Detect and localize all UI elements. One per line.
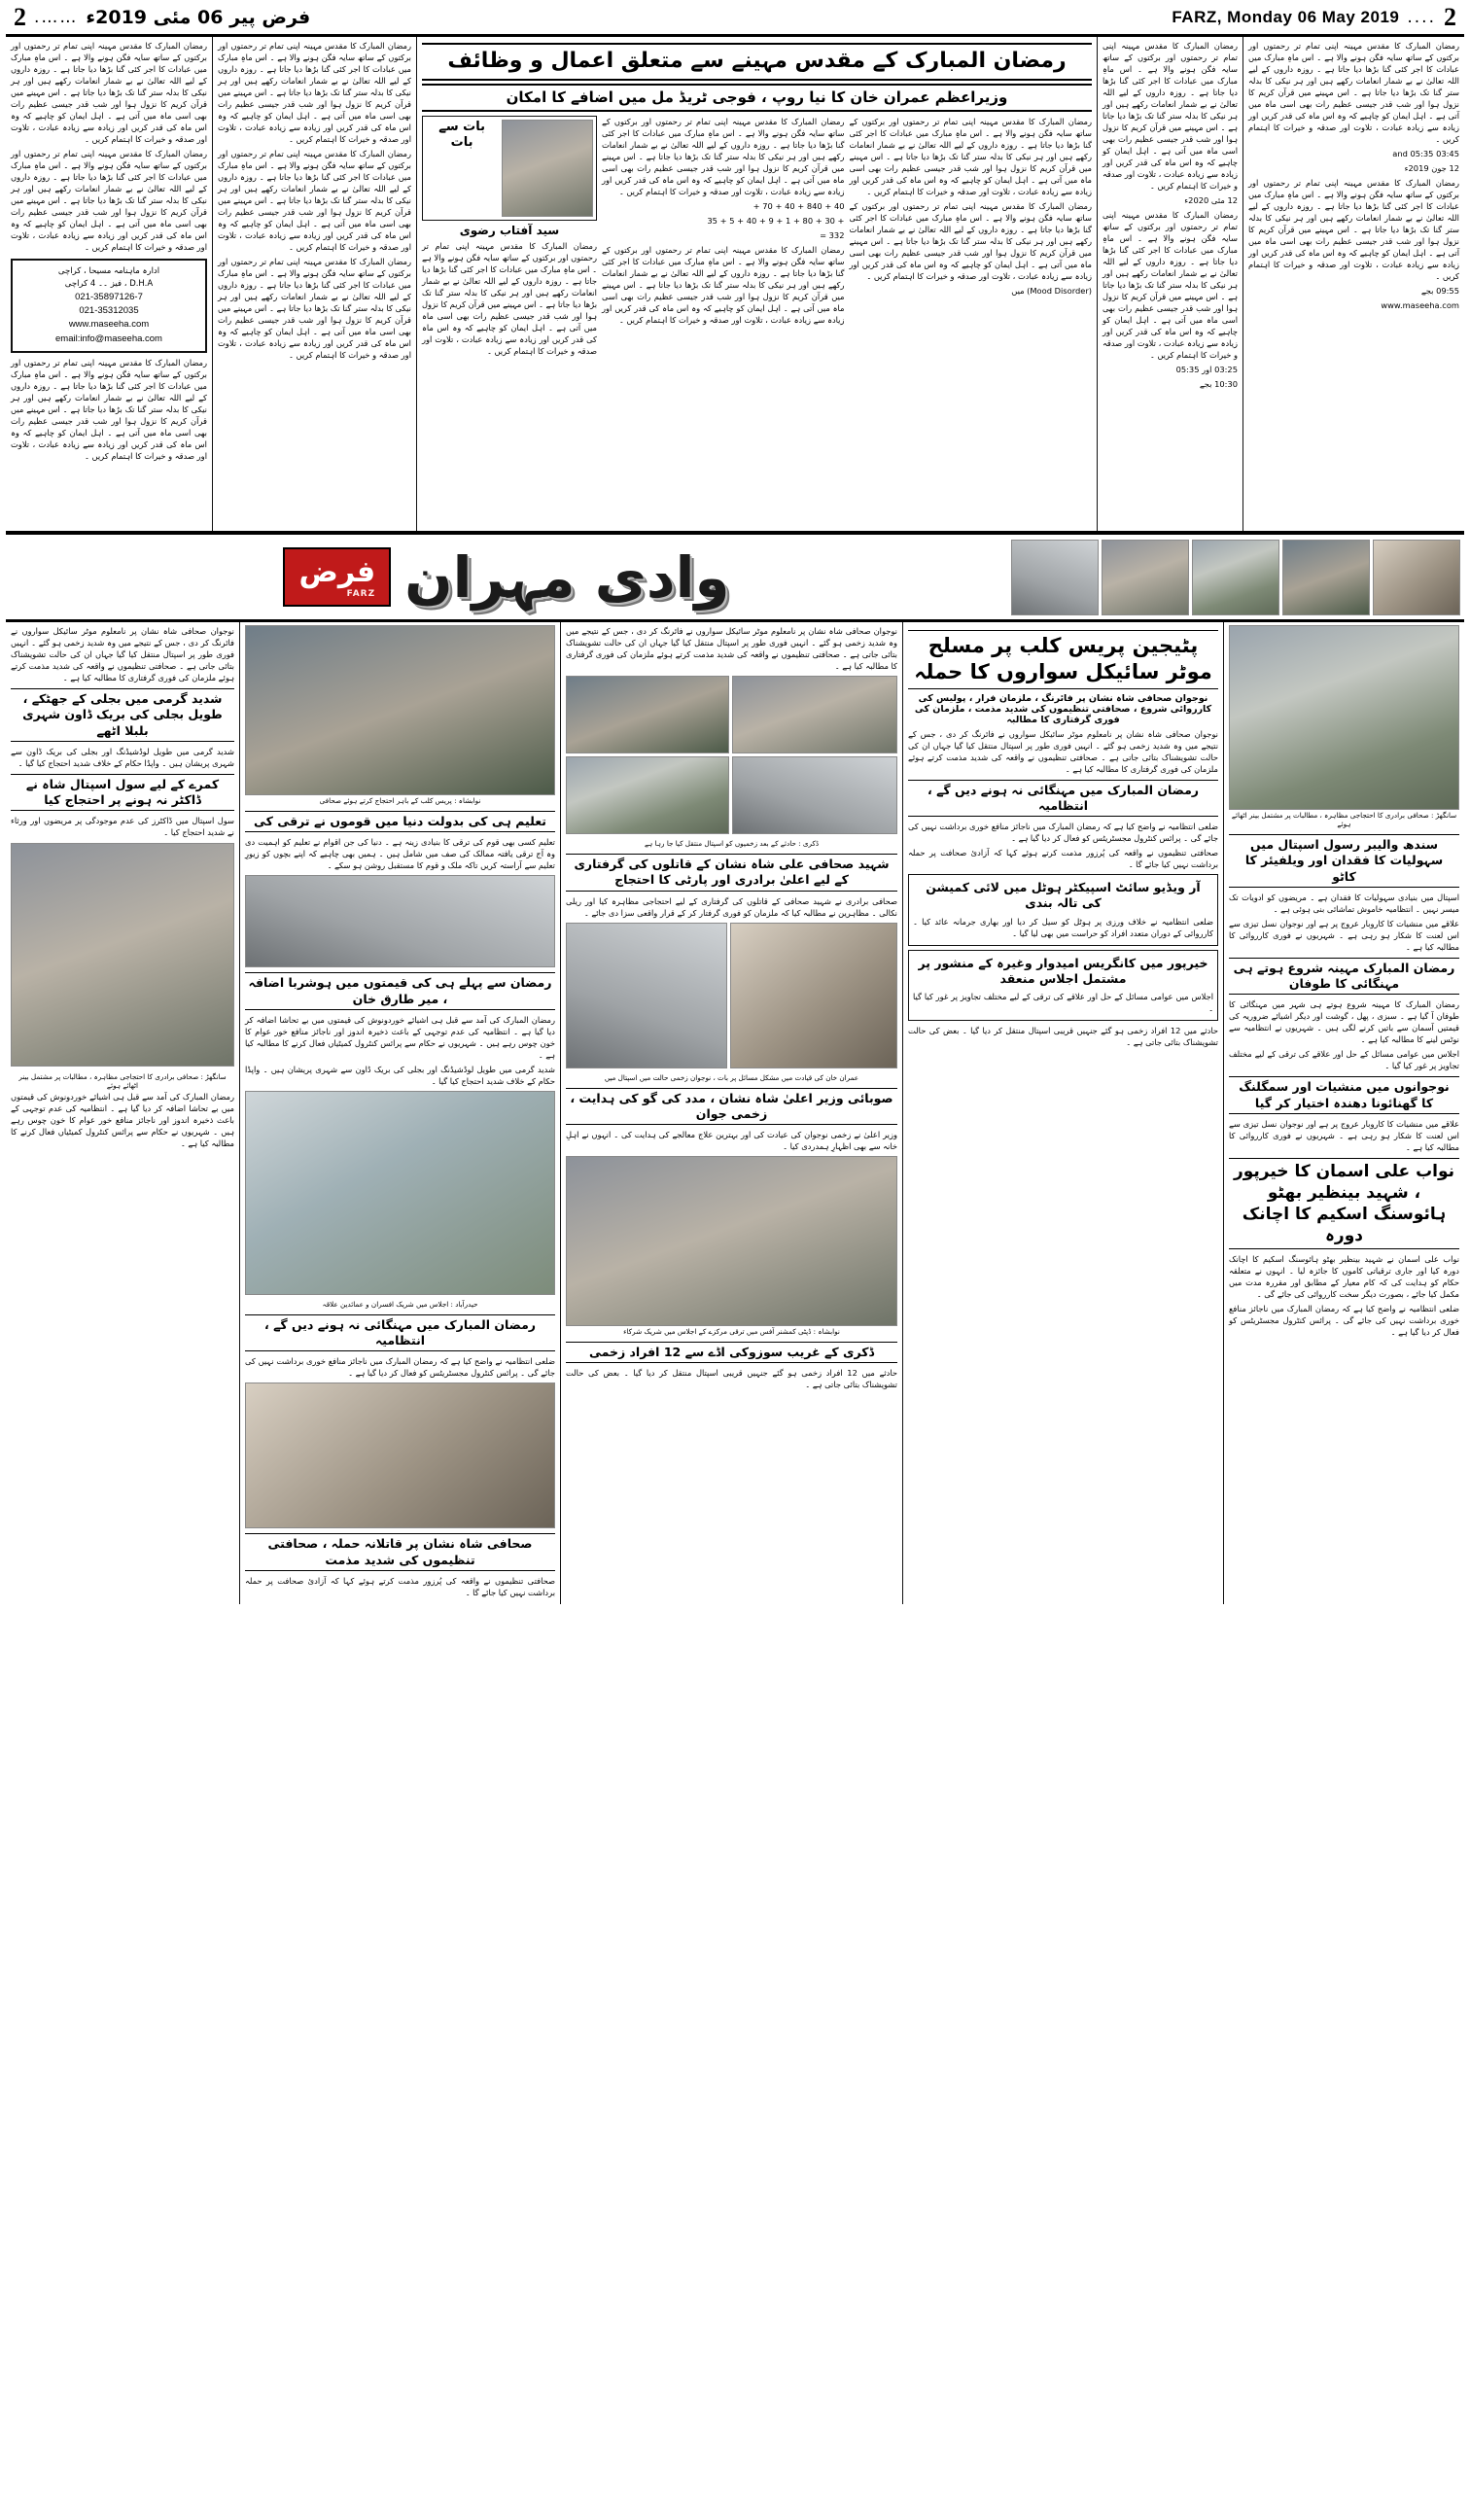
- body-ramadan-admin-p: ضلعی انتظامیہ نے واضح کیا ہے کہ رمضان المبارک میں ناجائز منافع خوری برداشت نہیں کی جائے گی ۔ پرائس کنٹرول مجسٹریٹس کو فعال کر دیا گیا ہے ۔: [245, 1356, 555, 1379]
- mid-center-p3: + 30 + 80 + 1 + 9 + 40 + 5 + 35: [707, 216, 845, 227]
- contact-website[interactable]: www.maseeha.com: [68, 319, 150, 331]
- main-body-p1: نوجوان صحافی شاہ نشان پر نامعلوم موٹر سائیکل سواروں نے فائرنگ کر دی ، جس کے نتیجے میں وہ شدید زخمی ہو گئے ۔ انہیں فوری طور پر اسپتال منتقل کیا گیا جہاں ان کی حالت تشویشناک بتائی جاتی ہے ۔ صحافتی تنظیموں نے واقعہ کی شدید مذمت کرتے ہوئے ملزمان کی فوری گرفتاری کا مطالبہ کیا ہے ۔: [908, 728, 1218, 774]
- col2-filler: [908, 1025, 1218, 1048]
- photo-street-scene: [245, 625, 555, 795]
- column-label: بات سے بات: [438, 120, 485, 151]
- photo-grid-incident: [566, 676, 897, 834]
- author-portrait: [502, 120, 593, 217]
- photo-injured-1: [730, 923, 897, 1068]
- body-hospital-facilities-p: اسپتال میں بنیادی سہولیات کا فقدان ہے ۔ مریضوں کو ادویات تک میسر نہیں ۔ انتظامیہ خاموش تماشائی بنی ہوئی ہے ۔: [1229, 892, 1459, 914]
- body-hospital-facilities: [1229, 892, 1459, 953]
- caption-street-scene: نوابشاہ : پریس کلب کے باہر احتجاج کرتے ہوئے صحافی: [319, 796, 481, 805]
- contact-address: ادارہ ماہنامہ مسیحا ، کراچی: [57, 266, 160, 277]
- farz-logo-badge: [283, 547, 391, 607]
- head-nawab-visit: نواب علی اسمان کا خیرپور ، شہید بینظیر بھٹو ہائوسنگ اسکیم کا اچانک دورہ: [1229, 1158, 1459, 1249]
- top-col2-time-b: 10:30 بجے: [1199, 379, 1238, 390]
- body-blackout: [11, 746, 234, 769]
- body-dakri-accident: [566, 1367, 897, 1390]
- wadi-mehran-banner: [6, 533, 1464, 622]
- photo-incident-2: [566, 676, 729, 753]
- head-journalist-protest: شہید صحافی علی شاہ نشان کے قاتلوں کی گرفتاری کے لیے اعلیٰ برادری اور پارٹی کا احتجاج: [566, 854, 897, 892]
- top-column-1: [1242, 37, 1464, 531]
- box-khairpur-meeting: [908, 950, 1218, 1022]
- body-price-hike-p2: شدید گرمی میں طویل لوڈشیڈنگ اور بجلی کی بریک ڈاون سے شہری پریشان ہیں ۔ واپڈا حکام کے خلاف شدید احتجاج کیا گیا ۔: [245, 1064, 555, 1086]
- body-khairpur-meeting-p: اجلاس میں عوامی مسائل کے حل اور علاقے کی ترقی کے لیے مختلف تجاویز پر غور کیا گیا ۔: [913, 992, 1213, 1014]
- top-column-5: [6, 37, 212, 531]
- mid-center-p5: رمضان المبارک کا مقدس مہینہ اپنی تمام تر رحمتوں اور برکتوں کے ساتھ سایہ فگن ہونے والا ہے ۔ اس ماہِ مبارک میں عبادات کا اجر کئی گنا بڑھا دیا جاتا ہے ۔ روزہ داروں کے لیے اللہ تعالیٰ نے بے شمار انعامات رکھے ہیں اور ہر نیکی کا بدلہ ستر گنا تک بڑھا دیا جاتا ہے ۔ اس مہینے میں قرآن کریم کا نزول ہوا اور شب قدر جیسی عظیم رات بھی اسی ماہ میں آتی ہے ۔ اہل ایمان کو چاہیے کہ وہ اس ماہ کی قدر کریں اور زیادہ سے زیادہ عبادت ، تلاوت اور صدقہ و خیرات کا اہتمام کریں ۔: [602, 245, 845, 326]
- body-nawab-visit: [1229, 1253, 1459, 1338]
- banner-thumb-3: [1192, 540, 1279, 615]
- body-cm-visit-p: وزیر اعلیٰ نے زخمی نوجوان کی عیادت کی اور بہترین علاج معالجے کی ہدایت کی ۔ انہوں نے اہلِ خانہ سے بھی اظہارِ ہمدردی کیا ۔: [566, 1130, 897, 1152]
- photo-conference-room: [245, 1091, 555, 1295]
- lower-column-4: [239, 622, 560, 1604]
- top-col4-p3: رمضان المبارک کا مقدس مہینہ اپنی تمام تر رحمتوں اور برکتوں کے ساتھ سایہ فگن ہونے والا ہے ۔ اس ماہِ مبارک میں عبادات کا اجر کئی گنا بڑھا دیا جاتا ہے ۔ روزہ داروں کے لیے اللہ تعالیٰ نے بے شمار انعامات رکھے ہیں اور ہر نیکی کا بدلہ ستر گنا تک بڑھا دیا جاتا ہے ۔ اس مہینے میں قرآن کریم کا نزول ہوا اور شب قدر جیسی عظیم رات بھی اسی ماہ میں آتی ہے ۔ اہل ایمان کو چاہیے کہ وہ اس ماہ کی قدر کریں اور زیادہ سے زیادہ عبادت ، تلاوت اور صدقہ و خیرات کا اہتمام کریں ۔: [218, 257, 411, 361]
- head-cm-visit: صوبائی وزیر اعلیٰ شاہ نشان ، مدد کی گو کی ہدایت ، زخمی جوان: [566, 1088, 897, 1126]
- body-education: [245, 836, 555, 871]
- masthead-dots-right: …….: [34, 7, 79, 27]
- top-col1-web: www.maseeha.com: [1381, 300, 1459, 311]
- top-column-2: [1097, 37, 1242, 531]
- body-ramadan-inflation-p2: اجلاس میں عوامی مسائل کے حل اور علاقے کی ترقی کے لیے مختلف تجاویز پر غور کیا گیا ۔: [1229, 1049, 1459, 1071]
- body-hotel-sealed-p: ضلعی انتظامیہ نے خلاف ورزی پر ہوٹل کو سیل کر دیا اور بھاری جرمانہ عائد کیا ۔ کارروائی کے دوران متعدد افراد کو حراست میں بھی لیا گیا ۔: [913, 916, 1213, 938]
- top-col1-time-2: 09:55 بجے: [1420, 286, 1459, 297]
- photo-crowd-rally: [1229, 625, 1459, 810]
- mid-center-p1: رمضان المبارک کا مقدس مہینہ اپنی تمام تر رحمتوں اور برکتوں کے ساتھ سایہ فگن ہونے والا ہے ۔ اس ماہِ مبارک میں عبادات کا اجر کئی گنا بڑھا دیا جاتا ہے ۔ روزہ داروں کے لیے اللہ تعالیٰ نے بے شمار انعامات رکھے ہیں اور ہر نیکی کا بدلہ ستر گنا تک بڑھا دیا جاتا ہے ۔ اس مہینے میں قرآن کریم کا نزول ہوا اور شب قدر جیسی عظیم رات بھی اسی ماہ میں آتی ہے ۔ اہل ایمان کو چاہیے کہ وہ اس ماہ کی قدر کریں اور زیادہ سے زیادہ عبادت ، تلاوت اور صدقہ و خیرات کا اہتمام کریں ۔: [602, 117, 845, 197]
- lower-column-3: [560, 622, 902, 1604]
- banner-title-text: وادی مہران: [404, 543, 730, 611]
- masthead: [6, 4, 1464, 37]
- body-blackout-p: شدید گرمی میں طویل لوڈشیڈنگ اور بجلی کی بریک ڈاون سے شہری پریشان ہیں ۔ واپڈا حکام کے خلاف شدید احتجاج کیا گیا ۔: [11, 746, 234, 768]
- body-price-control-p2: صحافتی تنظیموں نے واقعہ کی پُرزور مذمت کرتے ہوئے کہا کہ آزادیٔ صحافت پر حملہ برداشت نہیں کیا جائے گا ۔: [908, 848, 1218, 870]
- body-nawab-visit-p2: ضلعی انتظامیہ نے واضح کیا ہے کہ رمضان المبارک میں ناجائز منافع خوری برداشت نہیں کی جائے گی ۔ پرائس کنٹرول مجسٹریٹس کو فعال کر دیا گیا ہے ۔: [1229, 1304, 1459, 1338]
- contact-email[interactable]: email:info@maseeha.com: [55, 332, 162, 344]
- col3-lede-p: نوجوان صحافی شاہ نشان پر نامعلوم موٹر سائیکل سواروں نے فائرنگ کر دی ، جس کے نتیجے میں وہ شدید زخمی ہو گئے ۔ انہیں فوری طور پر اسپتال منتقل کیا گیا جہاں ان کی حالت تشویشناک بتائی جاتی ہے ۔ صحافتی تنظیموں نے واقعہ کی شدید مذمت کرتے ہوئے ملزمان کی فوری گرفتاری کا مطالبہ کیا ہے ۔: [566, 626, 897, 672]
- body-nawab-visit-p: نواب علی اسمان نے شہید بینظیر بھٹو ہائوسنگ اسکیم کا اچانک دورہ کیا اور جاری ترقیاتی کاموں کا جائزہ لیا ۔ انہوں نے متعلقہ حکام کو ہدایت کی کہ کام معیار کے مطابق اور مقررہ مدت میں مکمل کیا جائے ، بصورت دیگر سخت کارروائی کی جائے گی ۔: [1229, 1254, 1459, 1300]
- contact-phone-2[interactable]: 021-35312035: [79, 305, 139, 317]
- body-hospital-protest: [11, 815, 234, 838]
- main-headline: پٹیجین پریس کلب پر مسلح موٹر سائیکل سواروں کا حملہ: [908, 630, 1218, 689]
- photo-office-meeting: [566, 1156, 897, 1326]
- banner-thumb-1: [1373, 540, 1460, 615]
- banner-thumb-4: [1102, 540, 1189, 615]
- top-col1-text-b: رمضان المبارک کا مقدس مہینہ اپنی تمام تر رحمتوں اور برکتوں کے ساتھ سایہ فگن ہونے والا ہے ۔ اس ماہِ مبارک میں عبادات کا اجر کئی گنا بڑھا دیا جاتا ہے ۔ روزہ داروں کے لیے اللہ تعالیٰ نے بے شمار انعامات رکھے ہیں اور ہر نیکی کا بدلہ ستر گنا تک بڑھا دیا جاتا ہے ۔ اس مہینے میں قرآن کریم کا نزول ہوا اور شب قدر جیسی عظیم رات بھی اسی ماہ میں آتی ہے ۔ اہل ایمان کو چاہیے کہ وہ اس ماہ کی قدر کریں اور زیادہ سے زیادہ عبادت ، تلاوت اور صدقہ و خیرات کا اہتمام کریں ۔: [1248, 178, 1459, 282]
- mid-text-left: [850, 116, 1093, 360]
- body-hospital-protest-p: سول اسپتال میں ڈاکٹرز کی عدم موجودگی پر مریضوں اور ورثاء نے شدید احتجاج کیا ۔: [11, 816, 234, 838]
- col3-lede: [566, 625, 897, 672]
- masthead-english-title: FARZ, Monday 06 May 2019: [1172, 7, 1400, 26]
- top-col2-date: 12 مئی 2020ء: [1184, 195, 1238, 206]
- caption-incident: ڈکری : حادثے کے بعد زخمیوں کو اسپتال منتقل کیا جا رہا ہے: [644, 839, 820, 849]
- head-blackout: شدید گرمی میں بجلی کے جھٹکے ، طویل بجلی کی بریک ڈاون شہری بلبلا اٹھے: [11, 688, 234, 742]
- body-ramadan-inflation-p: رمضان المبارک کا مہینہ شروع ہوتے ہی شہر میں مہنگائی کا طوفان آ گیا ہے ۔ سبزی ، پھل ، گوشت اور دیگر اشیائے ضروریہ کی قیمتیں آسمان سے باتیں کرنے لگی ہیں ۔ شہریوں نے انتظامیہ سے نوٹس لینے کا مطالبہ کیا ہے ۔: [1229, 999, 1459, 1045]
- masthead-left: [1172, 3, 1456, 32]
- banner-thumbnails: [1007, 536, 1464, 619]
- top-col4-p1: رمضان المبارک کا مقدس مہینہ اپنی تمام تر رحمتوں اور برکتوں کے ساتھ سایہ فگن ہونے والا ہے ۔ اس ماہِ مبارک میں عبادات کا اجر کئی گنا بڑھا دیا جاتا ہے ۔ روزہ داروں کے لیے اللہ تعالیٰ نے بے شمار انعامات رکھے ہیں اور ہر نیکی کا بدلہ ستر گنا تک بڑھا دیا جاتا ہے ۔ اس مہینے میں قرآن کریم کا نزول ہوا اور شب قدر جیسی عظیم رات بھی اسی ماہ میں آتی ہے ۔ اہل ایمان کو چاہیے کہ وہ اس ماہ کی قدر کریں اور زیادہ سے زیادہ عبادت ، تلاوت اور صدقہ و خیرات کا اہتمام کریں ۔: [218, 41, 411, 145]
- top-col4-p2: رمضان المبارک کا مقدس مہینہ اپنی تمام تر رحمتوں اور برکتوں کے ساتھ سایہ فگن ہونے والا ہے ۔ اس ماہِ مبارک میں عبادات کا اجر کئی گنا بڑھا دیا جاتا ہے ۔ روزہ داروں کے لیے اللہ تعالیٰ نے بے شمار انعامات رکھے ہیں اور ہر نیکی کا بدلہ ستر گنا تک بڑھا دیا جاتا ہے ۔ اس مہینے میں قرآن کریم کا نزول ہوا اور شب قدر جیسی عظیم رات بھی اسی ماہ میں آتی ہے ۔ اہل ایمان کو چاہیے کہ وہ اس ماہ کی قدر کریں اور زیادہ سے زیادہ عبادت ، تلاوت اور صدقہ و خیرات کا اہتمام کریں ۔: [218, 149, 411, 253]
- body-hotel-sealed: [913, 916, 1213, 939]
- top-column-4: [212, 37, 416, 531]
- mid-left-p3: (Mood Disorder) میں: [1011, 286, 1092, 297]
- head-ramadan-inflation: رمضان المبارک مہینہ شروع ہوتے ہی مہنگائی کا طوفان: [1229, 958, 1459, 996]
- masthead-dots-left: ....: [1407, 7, 1436, 27]
- body-drugs-smuggling-p: علاقے میں منشیات کا کاروبار عروج پر ہے اور نوجوان نسل تیزی سے اس لعنت کا شکار ہو رہی ہے ۔ شہریوں نے فوری کارروائی کا مطالبہ کیا ہے ۔: [1229, 1118, 1459, 1152]
- caption-portrait-man: سانگھڑ : صحافی برادری کا احتجاجی مظاہرہ ، مطالبات پر مشتمل بینر اٹھائے ہوئے: [18, 1072, 227, 1091]
- caption-conference: حیدرآباد : اجلاس میں شریک افسران و عمائدین علاقہ: [322, 1299, 478, 1309]
- photo-group-meeting: [245, 1382, 555, 1528]
- farz-logo-subtext: FARZ: [346, 589, 376, 599]
- page-number-right: 2: [14, 2, 26, 31]
- head-price-hike: رمضان سے پہلے ہی کی قیمتوں میں ہوشربا اضافہ ، میر طارق خان: [245, 972, 555, 1010]
- body-education-p: تعلیم کسی بھی قوم کی ترقی کا بنیادی زینہ ہے ۔ دنیا کی جن اقوام نے تعلیم کو اہمیت دی وہ آج ترقی یافتہ ممالک کی صف میں شامل ہیں ۔ ہمیں بھی چاہیے کہ اپنے بچوں کو زیورِ تعلیم سے آراستہ کریں تاکہ ملک و قوم کا مستقبل روشن ہو سکے ۔: [245, 837, 555, 871]
- body-drugs-smuggling: [1229, 1118, 1459, 1153]
- top-col1-text-a: رمضان المبارک کا مقدس مہینہ اپنی تمام تر رحمتوں اور برکتوں کے ساتھ سایہ فگن ہونے والا ہے ۔ اس ماہِ مبارک میں عبادات کا اجر کئی گنا بڑھا دیا جاتا ہے ۔ روزہ داروں کے لیے اللہ تعالیٰ نے بے شمار انعامات رکھے ہیں اور ہر نیکی کا بدلہ ستر گنا تک بڑھا دیا جاتا ہے ۔ اس مہینے میں قرآن کریم کا نزول ہوا اور شب قدر جیسی عظیم رات بھی اسی ماہ میں آتی ہے ۔ اہل ایمان کو چاہیے کہ وہ اس ماہ کی قدر کریں اور زیادہ سے زیادہ عبادت ، تلاوت اور صدقہ و خیرات کا اہتمام کریں ۔: [1248, 41, 1459, 145]
- head-dakri-accident: ڈکری کے غریب سوزوکی اڈے سے 12 افراد زخمی: [566, 1342, 897, 1363]
- body-journalist-condemn: [245, 1575, 555, 1598]
- author-col-text: رمضان المبارک کا مقدس مہینہ اپنی تمام تر رحمتوں اور برکتوں کے ساتھ سایہ فگن ہونے والا ہے ۔ اس ماہِ مبارک میں عبادات کا اجر کئی گنا بڑھا دیا جاتا ہے ۔ روزہ داروں کے لیے اللہ تعالیٰ نے بے شمار انعامات رکھے ہیں اور ہر نیکی کا بدلہ ستر گنا تک بڑھا دیا جاتا ہے ۔ اس مہینے میں قرآن کریم کا نزول ہوا اور شب قدر جیسی عظیم رات بھی اسی ماہ میں آتی ہے ۔ اہل ایمان کو چاہیے کہ وہ اس ماہ کی قدر کریں اور زیادہ سے زیادہ عبادت ، تلاوت اور صدقہ و خیرات کا اہتمام کریں ۔: [422, 241, 597, 357]
- body-journalist-protest-p: صحافی برادری نے شہید صحافی کے قاتلوں کی گرفتاری کے لیے احتجاجی مظاہرہ کیا اور ریلی نکالی ۔ مظاہرین نے مطالبہ کیا کہ ملزمان کو فوری گرفتار کر کے قرار واقعی سزا دی جائے ۔: [566, 895, 897, 918]
- contact-address-2: D.H.A ، فیز ۔۔ 4 کراچی: [64, 279, 154, 290]
- caption-injured: عمران خان کی قیادت میں مشکل مسائل پر بات ، نوجوان زخمی حالت میں اسپتال میں: [604, 1072, 859, 1082]
- body-dakri-accident-p: حادثے میں 12 افراد زخمی ہو گئے جنہیں قریبی اسپتال منتقل کر دیا گیا ۔ بعض کی حالت تشویشناک بتائی جاتی ہے ۔: [566, 1368, 898, 1390]
- top-col5-p1: رمضان المبارک کا مقدس مہینہ اپنی تمام تر رحمتوں اور برکتوں کے ساتھ سایہ فگن ہونے والا ہے ۔ اس ماہِ مبارک میں عبادات کا اجر کئی گنا بڑھا دیا جاتا ہے ۔ روزہ داروں کے لیے اللہ تعالیٰ نے بے شمار انعامات رکھے ہیں اور ہر نیکی کا بدلہ ستر گنا تک بڑھا دیا جاتا ہے ۔ اس مہینے میں قرآن کریم کا نزول ہوا اور شب قدر جیسی عظیم رات بھی اسی ماہ میں آتی ہے ۔ اہل ایمان کو چاہیے کہ وہ اس ماہ کی قدر کریں اور زیادہ سے زیادہ عبادت ، تلاوت اور صدقہ و خیرات کا اہتمام کریں ۔: [11, 41, 207, 145]
- masthead-urdu-title: فرض پیر 06 مئی 2019ء: [86, 6, 311, 28]
- column-author: سید آفتاب رضوی: [459, 224, 560, 238]
- col5-bottom-text: [11, 1091, 234, 1149]
- contact-advert-box: [11, 259, 207, 353]
- photo-officials: [245, 875, 555, 967]
- col5-top-p: نوجوان صحافی شاہ نشان پر نامعلوم موٹر سائیکل سواروں نے فائرنگ کر دی ، جس کے نتیجے میں وہ شدید زخمی ہو گئے ۔ انہیں فوری طور پر اسپتال منتقل کیا گیا جہاں ان کی حالت تشویشناک بتائی جاتی ہے ۔ صحافتی تنظیموں نے واقعہ کی شدید مذمت کرتے ہوئے ملزمان کی فوری گرفتاری کا مطالبہ کیا ہے ۔: [11, 626, 234, 683]
- lower-column-2: [902, 622, 1223, 1604]
- col5-top-text: [11, 625, 234, 683]
- masthead-right: [14, 3, 310, 32]
- banner-thumb-2: [1282, 540, 1370, 615]
- body-price-control-p: ضلعی انتظامیہ نے واضح کیا ہے کہ رمضان المبارک میں ناجائز منافع خوری برداشت نہیں کی جائے گی ۔ پرائس کنٹرول مجسٹریٹس کو فعال کر دیا گیا ہے ۔: [908, 822, 1218, 844]
- top-column-middle: [416, 37, 1097, 531]
- head-hospital-protest: کمرے کے لیے سول اسپتال شاہ نے ڈاکٹر نہ ہونے پر احتجاج کیا: [11, 774, 234, 812]
- mid-center-p2: 40 + 840 + 40 + 70 +: [752, 201, 845, 212]
- lower-column-1: [1223, 622, 1464, 1604]
- farz-logo-text: فرض: [298, 555, 376, 589]
- body-ramadan-admin: [245, 1355, 555, 1379]
- photo-pair-hospital: [566, 923, 897, 1068]
- mid-left-p2: رمضان المبارک کا مقدس مہینہ اپنی تمام تر رحمتوں اور برکتوں کے ساتھ سایہ فگن ہونے والا ہے ۔ اس ماہِ مبارک میں عبادات کا اجر کئی گنا بڑھا دیا جاتا ہے ۔ روزہ داروں کے لیے اللہ تعالیٰ نے بے شمار انعامات رکھے ہیں اور ہر نیکی کا بدلہ ستر گنا تک بڑھا دیا جاتا ہے ۔ اس مہینے میں قرآن کریم کا نزول ہوا اور شب قدر جیسی عظیم رات بھی اسی ماہ میں آتی ہے ۔ اہل ایمان کو چاہیے کہ وہ اس ماہ کی قدر کریں اور زیادہ سے زیادہ عبادت ، تلاوت اور صدقہ و خیرات کا اہتمام کریں ۔: [849, 201, 1092, 282]
- head-hotel-sealed: آر ویڈیو سائٹ اسپیکٹر ہوٹل میں لائی کمیشن کی تالہ بندی: [926, 880, 1201, 911]
- main-subhead: نوجوان صحافی شاہ نشان پر فائرنگ ، ملزمان فرار ، پولیس کی کارروائی شروع ، صحافتی تنظیموں کی شدید مذمت ، ملزمان کی فوری گرفتاری کا مطالبہ: [914, 692, 1212, 725]
- banner-title-area: [6, 544, 1007, 611]
- head-journalist-condemn: صحافی شاہ نشان پر قاتلانہ حملہ ، صحافتی تنظیموں کی شدید مذمت: [245, 1533, 555, 1571]
- photo-incident-3: [732, 756, 897, 834]
- mid-text-center: [602, 116, 845, 360]
- photo-incident-4: [566, 756, 729, 834]
- top-col5-text: [11, 40, 207, 253]
- contact-phone-1[interactable]: 021-35897126-7: [75, 291, 143, 302]
- lower-section: [6, 622, 1464, 1604]
- top-col5-text-b: [11, 357, 207, 462]
- lower-column-5: [6, 622, 239, 1604]
- top-col1-time-1: 03:45 and 05:35: [1392, 149, 1459, 159]
- head-ramadan-price-control: رمضان المبارک میں مہنگائی نہ ہونے دیں گے ، انتظامیہ: [908, 780, 1218, 818]
- photo-portrait-man: [11, 843, 234, 1067]
- body-ramadan-inflation: [1229, 998, 1459, 1071]
- head-hospital-facilities: سندھ والیبر رسول اسپتال میں سہولیات کا فقدان اور ویلفیئر کا کاٹو: [1229, 834, 1459, 888]
- head-education: تعلیم ہی کی بدولت دنیا میں قوموں نے ترقی کی: [245, 811, 555, 832]
- top-section: [6, 37, 1464, 533]
- photo-injured-2: [566, 923, 727, 1068]
- body-hospital-facilities-p2: علاقے میں منشیات کا کاروبار عروج پر ہے اور نوجوان نسل تیزی سے اس لعنت کا شکار ہو رہی ہے ۔ شہریوں نے فوری کارروائی کا مطالبہ کیا ہے ۔: [1229, 918, 1459, 952]
- top-col5-p2: رمضان المبارک کا مقدس مہینہ اپنی تمام تر رحمتوں اور برکتوں کے ساتھ سایہ فگن ہونے والا ہے ۔ اس ماہِ مبارک میں عبادات کا اجر کئی گنا بڑھا دیا جاتا ہے ۔ روزہ داروں کے لیے اللہ تعالیٰ نے بے شمار انعامات رکھے ہیں اور ہر نیکی کا بدلہ ستر گنا تک بڑھا دیا جاتا ہے ۔ اس مہینے میں قرآن کریم کا نزول ہوا اور شب قدر جیسی عظیم رات بھی اسی ماہ میں آتی ہے ۔ اہل ایمان کو چاہیے کہ وہ اس ماہ کی قدر کریں اور زیادہ سے زیادہ عبادت ، تلاوت اور صدقہ و خیرات کا اہتمام کریں ۔: [11, 149, 207, 253]
- caption-office-meeting: نوابشاہ : ڈپٹی کمشنر آفس میں ترقی مرکزے کے اجلاس میں شریک شرکاء: [623, 1327, 840, 1337]
- photo-incident-1: [732, 676, 897, 753]
- body-journalist-protest: [566, 895, 897, 919]
- headline-imran-khan: وزیراعظم عمران خان کا نیا روپ ، فوجی ٹریڈ مل میں اضافے کا امکان: [422, 84, 1092, 113]
- caption-1: سانگھڑ : صحافی برادری کا احتجاجی مظاہرہ ، مطالبات پر مشتمل بینر اٹھائے ہوئے: [1231, 811, 1457, 828]
- body-khairpur-meeting: [913, 991, 1213, 1014]
- top-col5-p3: رمضان المبارک کا مقدس مہینہ اپنی تمام تر رحمتوں اور برکتوں کے ساتھ سایہ فگن ہونے والا ہے ۔ اس ماہِ مبارک میں عبادات کا اجر کئی گنا بڑھا دیا جاتا ہے ۔ روزہ داروں کے لیے اللہ تعالیٰ نے بے شمار انعامات رکھے ہیں اور ہر نیکی کا بدلہ ستر گنا تک بڑھا دیا جاتا ہے ۔ اس مہینے میں قرآن کریم کا نزول ہوا اور شب قدر جیسی عظیم رات بھی اسی ماہ میں آتی ہے ۔ اہل ایمان کو چاہیے کہ وہ اس ماہ کی قدر کریں اور زیادہ سے زیادہ عبادت ، تلاوت اور صدقہ و خیرات کا اہتمام کریں ۔: [11, 357, 207, 461]
- top-col2-text-b: رمضان المبارک کا مقدس مہینہ اپنی تمام تر رحمتوں اور برکتوں کے ساتھ سایہ فگن ہونے والا ہے ۔ اس ماہِ مبارک میں عبادات کا اجر کئی گنا بڑھا دیا جاتا ہے ۔ روزہ داروں کے لیے اللہ تعالیٰ نے بے شمار انعامات رکھے ہیں اور ہر نیکی کا بدلہ ستر گنا تک بڑھا دیا جاتا ہے ۔ اس مہینے میں قرآن کریم کا نزول ہوا اور شب قدر جیسی عظیم رات بھی اسی ماہ میں آتی ہے ۔ اہل ایمان کو چاہیے کہ وہ اس ماہ کی قدر کریں اور زیادہ سے زیادہ عبادت ، تلاوت اور صدقہ و خیرات کا اہتمام کریں ۔: [1102, 210, 1238, 361]
- mid-left-p1: رمضان المبارک کا مقدس مہینہ اپنی تمام تر رحمتوں اور برکتوں کے ساتھ سایہ فگن ہونے والا ہے ۔ اس ماہِ مبارک میں عبادات کا اجر کئی گنا بڑھا دیا جاتا ہے ۔ روزہ داروں کے لیے اللہ تعالیٰ نے بے شمار انعامات رکھے ہیں اور ہر نیکی کا بدلہ ستر گنا تک بڑھا دیا جاتا ہے ۔ اس مہینے میں قرآن کریم کا نزول ہوا اور شب قدر جیسی عظیم رات بھی اسی ماہ میں آتی ہے ۔ اہل ایمان کو چاہیے کہ وہ اس ماہ کی قدر کریں اور زیادہ سے زیادہ عبادت ، تلاوت اور صدقہ و خیرات کا اہتمام کریں ۔: [849, 117, 1092, 197]
- head-drugs-smuggling: نوجوانوں میں منشیات اور سمگلنگ کا گھنائونا دھندہ اختیار کر گیا: [1229, 1076, 1459, 1114]
- top-col2-text-a: رمضان المبارک کا مقدس مہینہ اپنی تمام تر رحمتوں اور برکتوں کے ساتھ سایہ فگن ہونے والا ہے ۔ اس ماہِ مبارک میں عبادات کا اجر کئی گنا بڑھا دیا جاتا ہے ۔ روزہ داروں کے لیے اللہ تعالیٰ نے بے شمار انعامات رکھے ہیں اور ہر نیکی کا بدلہ ستر گنا تک بڑھا دیا جاتا ہے ۔ اس مہینے میں قرآن کریم کا نزول ہوا اور شب قدر جیسی عظیم رات بھی اسی ماہ میں آتی ہے ۔ اہل ایمان کو چاہیے کہ وہ اس ماہ کی قدر کریں اور زیادہ سے زیادہ عبادت ، تلاوت اور صدقہ و خیرات کا اہتمام کریں ۔: [1102, 41, 1238, 192]
- body-ramadan-price-control: [908, 821, 1218, 870]
- banner-thumb-5: [1011, 540, 1099, 615]
- body-journalist-condemn-p: صحافتی تنظیموں نے واقعہ کی پُرزور مذمت کرتے ہوئے کہا کہ آزادیٔ صحافت پر حملہ برداشت نہیں کیا جائے گا ۔: [245, 1575, 555, 1597]
- main-body: [908, 728, 1218, 775]
- page-number-left: 2: [1444, 2, 1456, 31]
- head-ramadan-admin: رمضان المبارک میں مہنگائی نہ ہونے دیں گے ، انتظامیہ: [245, 1314, 555, 1352]
- top-col1-date-1: 12 جون 2019ء: [1404, 163, 1459, 174]
- body-cm-visit: [566, 1129, 897, 1152]
- head-khairpur-meeting: خیرپور میں کانگریس امیدوار وغیرہ کے منشور پر مشتمل اجلاس منعقد: [918, 955, 1208, 986]
- top-col2-time: 03:25 اور 05:35: [1175, 365, 1238, 375]
- body-price-hike-p: رمضان المبارک کی آمد سے قبل ہی اشیائے خوردونوش کی قیمتوں میں بے تحاشا اضافہ کر دیا گیا ہے ۔ انتظامیہ کی عدم توجہی کے باعث ذخیرہ اندوز اور ناجائز منافع خور عوام کا خون چوس رہے ہیں ۔ شہریوں نے حکام سے پرائس کنٹرول کمیٹیاں فعال کرنے کا مطالبہ کیا ہے ۔: [245, 1014, 555, 1060]
- headline-ramadan: رمضان المبارک کے مقدس مہینے سے متعلق اعمال و وظائف: [422, 43, 1092, 81]
- body-price-hike: [245, 1014, 555, 1087]
- col2-filler-p: حادثے میں 12 افراد زخمی ہو گئے جنہیں قریبی اسپتال منتقل کر دیا گیا ۔ بعض کی حالت تشویشناک بتائی جاتی ہے ۔: [908, 1026, 1218, 1048]
- author-block: [422, 116, 597, 360]
- mid-center-p4: 332 =: [820, 230, 845, 241]
- col5-bottom-p: رمضان المبارک کی آمد سے قبل ہی اشیائے خوردونوش کی قیمتوں میں بے تحاشا اضافہ کر دیا گیا ہے ۔ انتظامیہ کی عدم توجہی کے باعث ذخیرہ اندوز اور ناجائز منافع خور عوام کا خون چوس رہے ہیں ۔ شہریوں نے حکام سے پرائس کنٹرول کمیٹیاں فعال کرنے کا مطالبہ کیا ہے ۔: [11, 1092, 234, 1149]
- box-hotel-sealed: [908, 874, 1218, 946]
